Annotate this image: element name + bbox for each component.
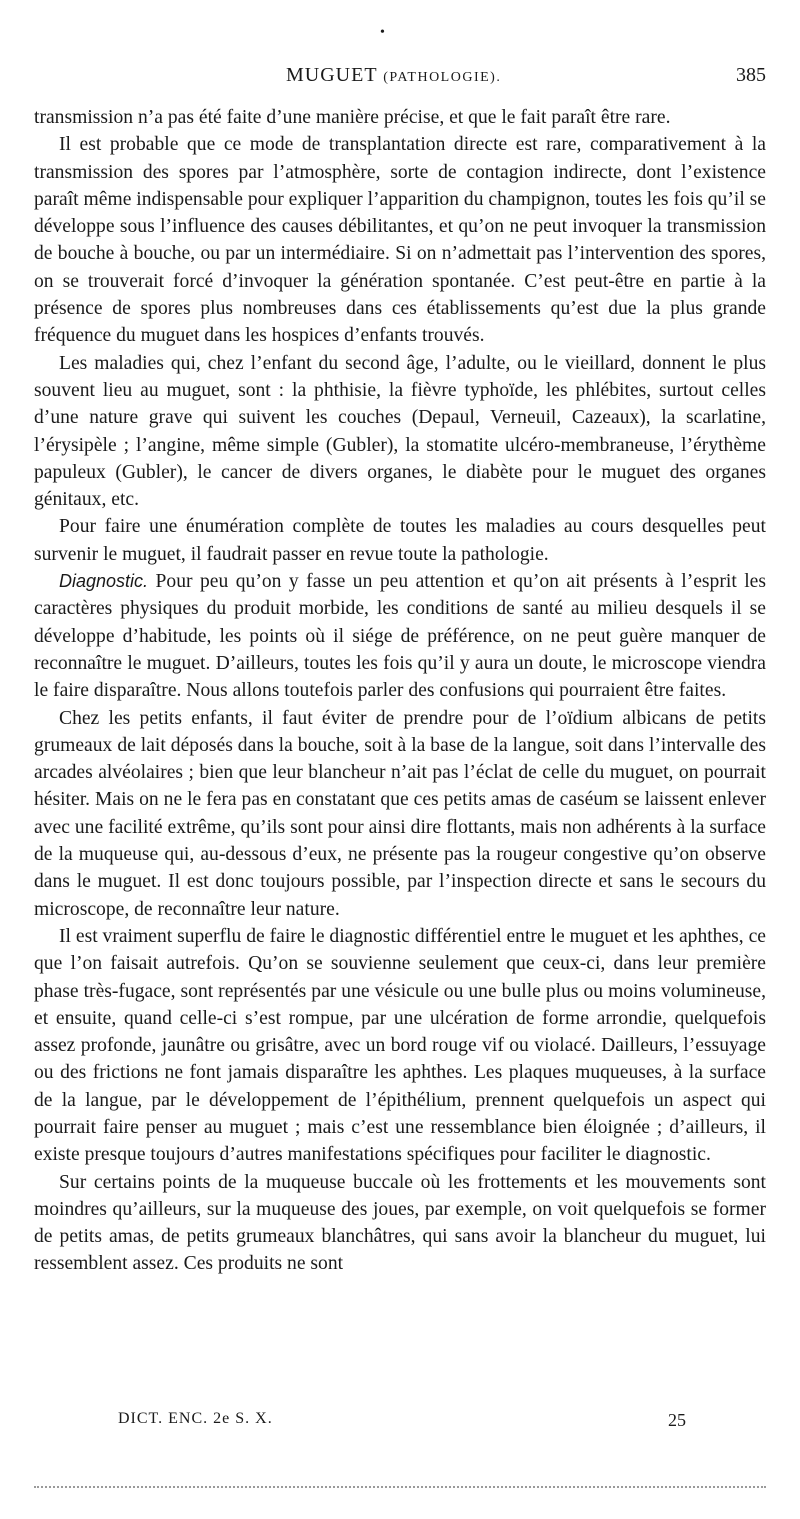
top-dot-mark: • xyxy=(380,25,385,40)
diagnostic-text: Pour peu qu’on y fasse un peu attention et qu’on ait présents à l’esprit les caractères physiques du produit morbide, les conditions de santé au milieu desquels il se développe d’habitude, les points où il siége de préférence, on ne peut guère manquer de reconnaître le muguet. D’ailleurs, toutes les fois qu’il y aura un doute, le microscope viendra le faire disparaître. Nous allons toutefois parler des confusions qui pourraient être faites. xyxy=(34,571,766,702)
paragraph-diagnostic xyxy=(34,568,766,704)
paragraph-muqueuse-buccale: Sur certains points de la muqueuse buccale où les frottements et les mouvements sont moindres qu’ailleurs, sur la muqueuse des joues, par exemple, on voit quelquefois se former de petits amas, de petits grumeaux blanchâtres, qui sans avoir la blancheur du muguet, lui ressemblent assez. Ces produits ne sont xyxy=(34,1171,766,1275)
page-footer xyxy=(34,1410,766,1436)
book-page xyxy=(34,0,766,1519)
paragraph-transplantation: Il est probable que ce mode de transplantation directe est rare, comparativement à la transmission des spores par l’atmosphère, sorte de contagion indirecte, dont l’existence paraît même indispensable pour expliquer l’apparition du champignon, toutes les fois qu’il se développe sous l’influence des causes débilitantes, et qu’on ne peut invoquer la transmission de bouche à bouche, ou par un intermédiaire. Si on n’admettait pas l’intervention des spores, on se trouverait forcé d’invoquer la génération spontanée. C’est peut-être en partie à la présence de spores plus nombreuses dans ces établissements qu’est due la plus grande fréquence du muguet dans les hospices d’enfants trouvés. xyxy=(34,134,766,347)
paragraph-continuation: transmission n’a pas été faite d’une manière précise, et que le fait paraît être rare. xyxy=(34,107,671,128)
body-text xyxy=(34,104,766,1278)
bottom-dotted-rule xyxy=(34,1486,766,1488)
paragraph-petits-enfants: Chez les petits enfants, il faut éviter de prendre pour de l’oïdium albicans de petits grumeaux de lait déposés dans la bouche, soit à la base de la langue, soit dans l’intervalle des arcades alvéolaires ; bien que leur blancheur n’ait pas l’éclat de celle du muguet, on pourrait hésiter. Mais on ne le fera pas en constatant que ces petits amas de caséum se laissent enlever avec une facilité extrême, qu’ils sont pour ainsi dire flottants, mais non adhérents à la surface de la muqueuse qui, au-dessous d’eux, ne présente pas la rougeur congestive qu’on observe dans le muguet. Il est donc toujours possible, par l’inspection directe et sans le secours du microscope, de reconnaître leur nature. xyxy=(34,707,766,920)
paragraph-aphthes: Il est vraiment superflu de faire le diagnostic différentiel entre le muguet et les aphthes, ce que l’on faisait autrefois. Qu’on se souvienne seulement que ceux-ci, dans leur première phase très-fugace, sont représentés par une vésicule ou une bulle plus ou moins volumineuse, et ensuite, quand celle-ci s’est rompue, par une ulcération de forme arrondie, quelquefois assez profonde, jaunâtre ou grisâtre, avec un bord rouge vif ou violacé. Dailleurs, l’essuyage ou des frictions ne font jamais disparaître les aphthes. Les plaques muqueuses, à la surface de la langue, par le développement de l’épithélium, prennent quelquefois un aspect qui pourrait faire penser au muguet ; mais c’est une ressemblance bien éloignée ; d’ailleurs, il existe presque toujours d’autres manifestations spécifiques pour faciliter le diagnostic. xyxy=(34,925,766,1166)
page-number: 385 xyxy=(736,64,766,86)
paragraph-maladies: Les maladies qui, chez l’enfant du second âge, l’adulte, ou le vieillard, donnent le plus souvent lieu au muguet, sont : la phthisie, la fièvre typhoïde, les phlébites, surtout celles d’une nature grave qui suivent les couches (Depaul, Verneuil, Cazeaux), la scarlatine, l’érysipèle ; l’angine, même simple (Gubler), la stomatite ulcéro-membraneuse, l’érythème papuleux (Gubler), le cancer de divers organes, le diabète pour le muguet des organes génitaux, etc. xyxy=(34,352,766,511)
diagnostic-label: Diagnostic. xyxy=(59,571,149,592)
paragraph-enumeration: Pour faire une énumération complète de toutes les maladies au cours desquelles peut survenir le muguet, il faudrait passer en revue toute la pathologie. xyxy=(34,516,766,565)
running-title-main: MUGUET xyxy=(286,64,378,86)
running-title-sub: (PATHOLOGIE). xyxy=(383,70,502,85)
printer-signature: DICT. ENC. 2e S. X. xyxy=(118,1410,273,1427)
running-title xyxy=(286,64,501,87)
running-head xyxy=(34,64,766,92)
signature-number: 25 xyxy=(668,1410,686,1430)
